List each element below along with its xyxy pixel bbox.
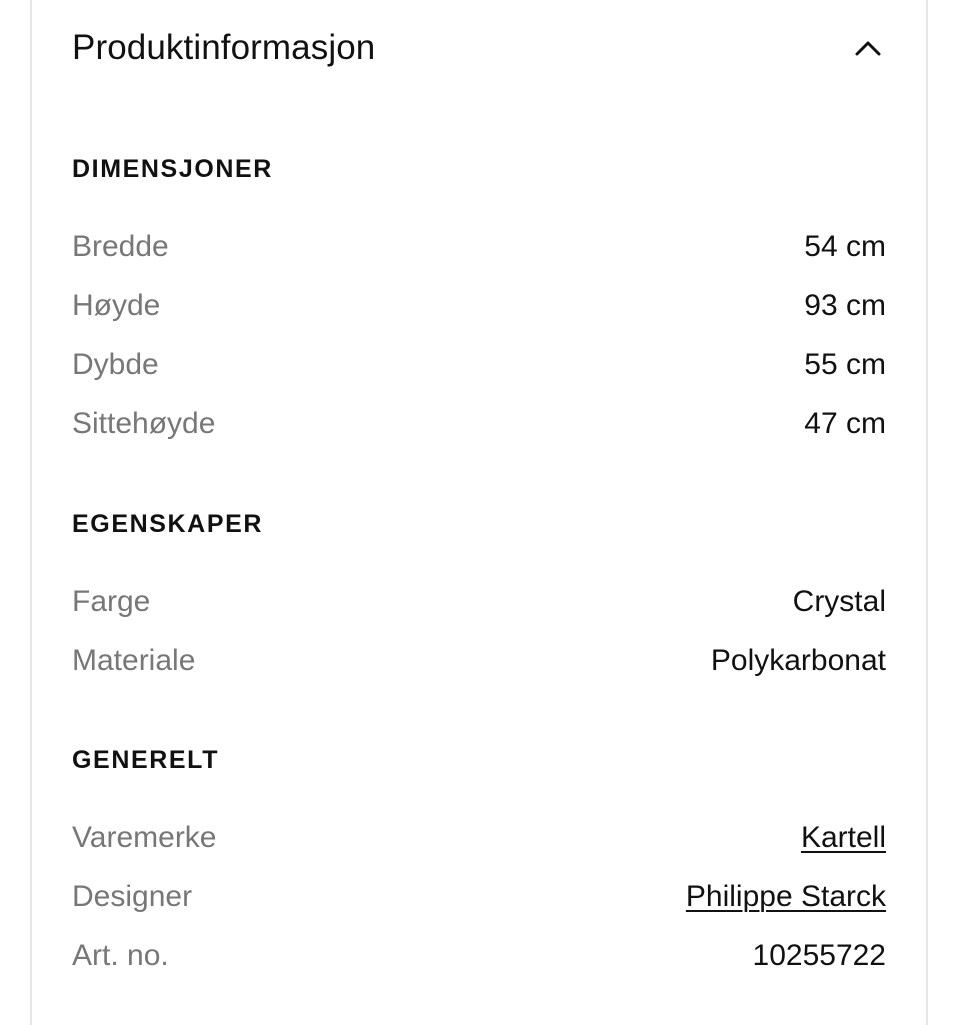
spec-row-seat-height — [72, 402, 886, 446]
dimensions-heading: DIMENSJONER — [72, 155, 273, 183]
spec-label: Sittehøyde — [72, 407, 216, 440]
spec-label: Designer — [72, 880, 193, 913]
brand-link[interactable]: Kartell — [800, 821, 886, 854]
spec-value: 47 cm — [804, 407, 886, 440]
spec-value: 10255722 — [752, 939, 886, 972]
chevron-up-icon[interactable] — [852, 32, 884, 64]
spec-label: Farge — [72, 585, 151, 618]
spec-value: 55 cm — [804, 348, 886, 381]
spec-row-depth — [72, 343, 886, 387]
spec-label: Dybde — [72, 348, 159, 381]
properties-heading: EGENSKAPER — [72, 510, 264, 538]
spec-row-material — [72, 639, 886, 683]
spec-value: 93 cm — [804, 289, 886, 322]
product-info-header[interactable] — [72, 22, 886, 74]
spec-row-color — [72, 580, 886, 624]
general-heading: GENERELT — [72, 746, 220, 774]
spec-label: Varemerke — [72, 821, 217, 854]
product-info-title: Produktinformasjon — [72, 28, 376, 67]
spec-value: Polykarbonat — [710, 644, 886, 677]
spec-value: Crystal — [792, 585, 886, 618]
spec-row-article-number — [72, 934, 886, 978]
spec-label: Art. no. — [72, 939, 169, 972]
spec-row-designer — [72, 875, 886, 919]
spec-row-brand — [72, 816, 886, 860]
product-info-panel — [30, 0, 928, 1025]
designer-link[interactable]: Philippe Starck — [685, 880, 886, 913]
spec-label: Bredde — [72, 230, 169, 263]
spec-row-width — [72, 225, 886, 269]
spec-row-height — [72, 284, 886, 328]
spec-label: Materiale — [72, 644, 196, 677]
spec-label: Høyde — [72, 289, 161, 322]
spec-value: 54 cm — [804, 230, 886, 263]
